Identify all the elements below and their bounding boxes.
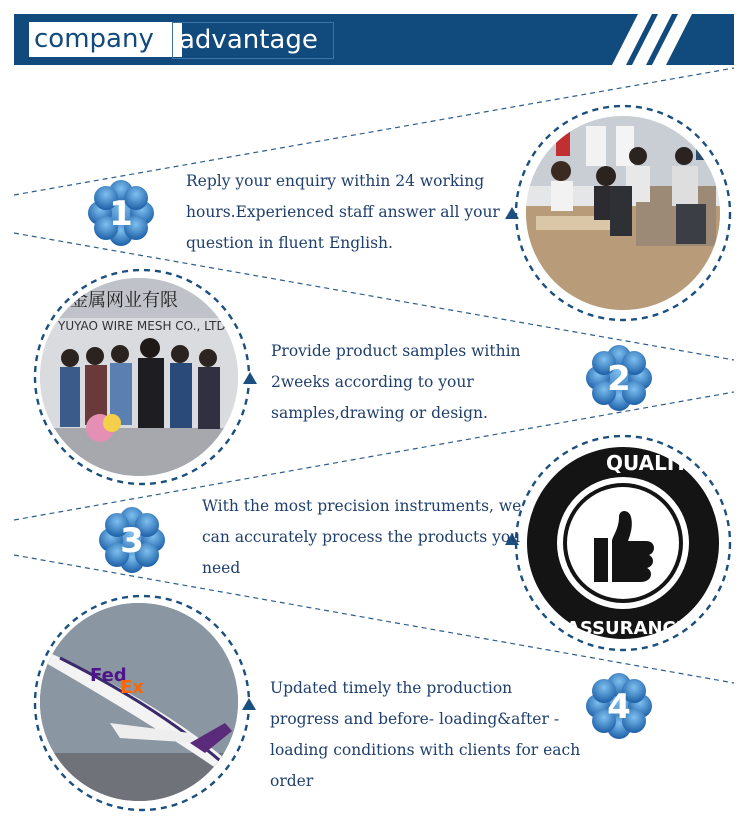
title-advantage-text: advantage: [179, 25, 318, 55]
advantage-4-text: Updated timely the production progress and before- loading&after -loading conditions with clients for each order: [270, 679, 581, 790]
number-badge-1: [88, 180, 154, 246]
number-badge-3: [99, 507, 165, 573]
badge-top-text: QUALITY: [606, 451, 703, 475]
advantage-3-text: With the most precision instruments, we can accurately process the products you need: [202, 497, 522, 577]
badge-4-number: 4: [607, 687, 631, 727]
fedex-ex-text: Ex: [120, 677, 144, 698]
number-badge-2: [586, 345, 652, 411]
title-company-text: company: [34, 24, 154, 54]
badge-2-number: 2: [607, 359, 631, 399]
number-badge-4: [586, 673, 652, 739]
badge-bottom-text: ASSURANCE: [566, 618, 689, 639]
badge-3-number: 3: [120, 521, 144, 561]
advantage-1-text: Reply your enquiry within 24 working hours.Experienced staff answer all your question in fluent English.: [186, 172, 500, 252]
svg-text:金属网业有限: 金属网业有限: [70, 290, 178, 311]
advantage-2-text: Provide product samples within 2weeks according to your samples,drawing or design.: [271, 342, 521, 422]
quality-assurance-badge: [526, 446, 720, 640]
team-photo: [40, 278, 238, 476]
badge-1-number: 1: [109, 194, 133, 234]
office-photo: [526, 116, 720, 310]
team-sign-text: YUYAO WIRE MESH CO., LTD: [58, 319, 226, 333]
cargo-plane-photo: [40, 603, 238, 801]
fedex-fed-text: Fed: [90, 665, 127, 686]
